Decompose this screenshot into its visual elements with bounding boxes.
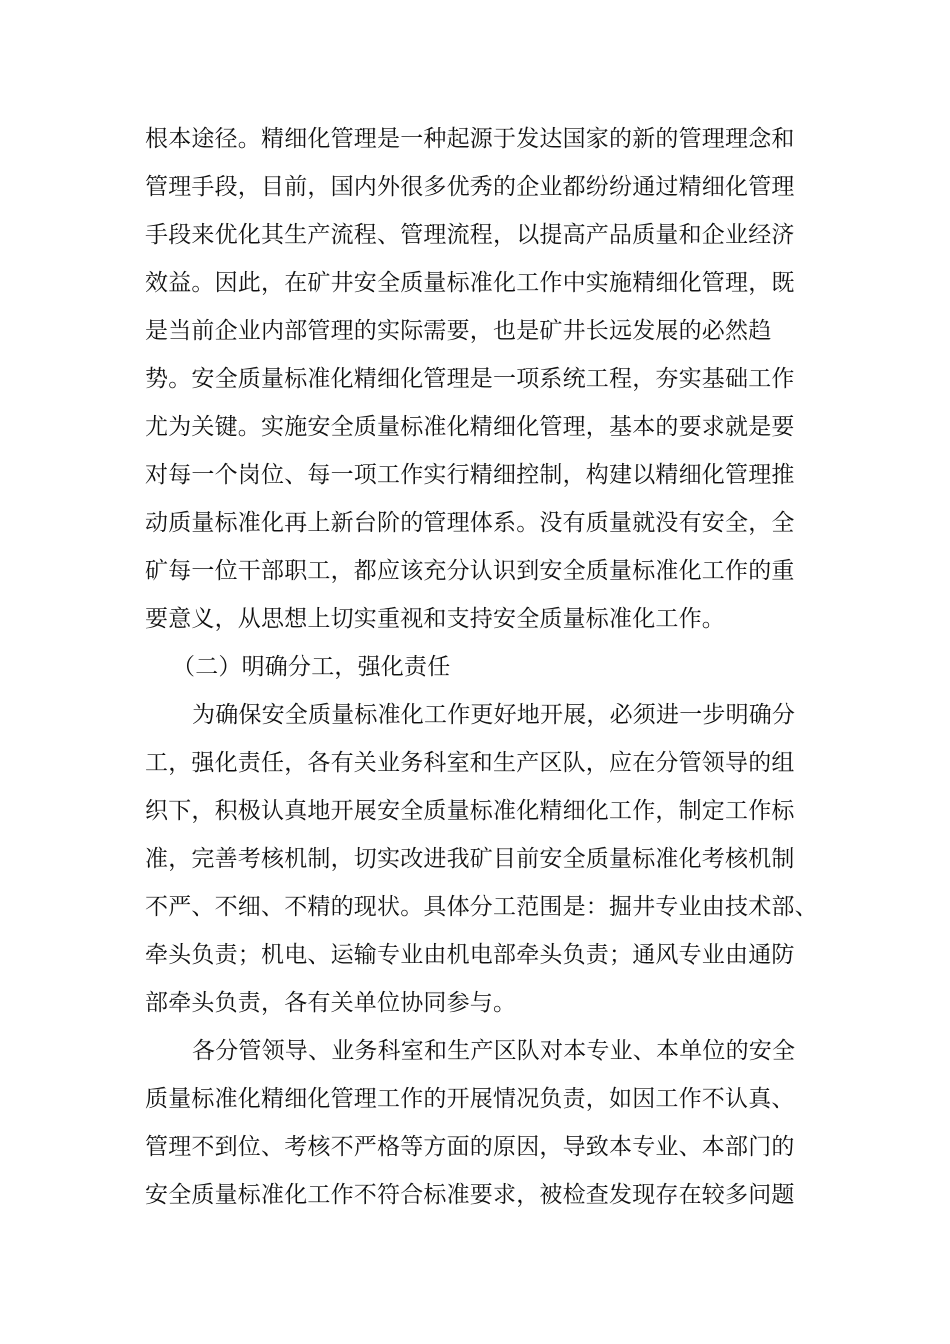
text-line-7: 尤为关键。实施安全质量标准化精细化管理，基本的要求就是要	[145, 414, 795, 440]
text-line-21: 质量标准化精细化管理工作的开展情况负责，如因工作不认真、	[145, 1086, 795, 1112]
text-line-6: 势。安全质量标准化精细化管理是一项系统工程，夯实基础工作	[145, 366, 795, 392]
text-line-13: 为确保安全质量标准化工作更好地开展，必须进一步明确分	[192, 702, 796, 728]
text-line-17: 不严、不细、不精的现状。具体分工范围是：掘井专业由技术部、	[145, 894, 818, 920]
text-line-23: 安全质量标准化工作不符合标准要求，被检查发现存在较多问题	[145, 1182, 795, 1208]
text-line-14: 工，强化责任，各有关业务科室和生产区队，应在分管领导的组	[145, 750, 795, 776]
text-line-19: 部牵头负责，各有关单位协同参与。	[145, 990, 517, 1016]
text-line-5: 是当前企业内部管理的实际需要，也是矿井长远发展的必然趋	[145, 318, 772, 344]
text-line-9: 动质量标准化再上新台阶的管理体系。没有质量就没有安全，全	[145, 510, 795, 536]
text-line-20: 各分管领导、业务科室和生产区队对本专业、本单位的安全	[192, 1038, 796, 1064]
text-line-16: 准，完善考核机制，切实改进我矿目前安全质量标准化考核机制	[145, 846, 795, 872]
text-line-10: 矿每一位干部职工，都应该充分认识到安全质量标准化工作的重	[145, 558, 795, 584]
text-line-11: 要意义，从思想上切实重视和支持安全质量标准化工作。	[145, 606, 725, 632]
text-line-8: 对每一个岗位、每一项工作实行精细控制，构建以精细化管理推	[145, 462, 795, 488]
text-line-22: 管理不到位、考核不严格等方面的原因，导致本专业、本部门的	[145, 1134, 795, 1160]
section-heading: （二）明确分工，强化责任	[172, 654, 451, 680]
text-line-15: 织下，积极认真地开展安全质量标准化精细化工作，制定工作标	[145, 798, 795, 824]
text-line-18: 牵头负责；机电、运输专业由机电部牵头负责；通风专业由通防	[145, 942, 795, 968]
text-line-3: 手段来优化其生产流程、管理流程，以提高产品质量和企业经济	[145, 222, 795, 248]
text-line-1: 根本途径。精细化管理是一种起源于发达国家的新的管理理念和	[145, 126, 795, 152]
text-line-2: 管理手段，目前，国内外很多优秀的企业都纷纷通过精细化管理	[145, 174, 795, 200]
text-line-4: 效益。因此，在矿井安全质量标准化工作中实施精细化管理，既	[145, 270, 795, 296]
